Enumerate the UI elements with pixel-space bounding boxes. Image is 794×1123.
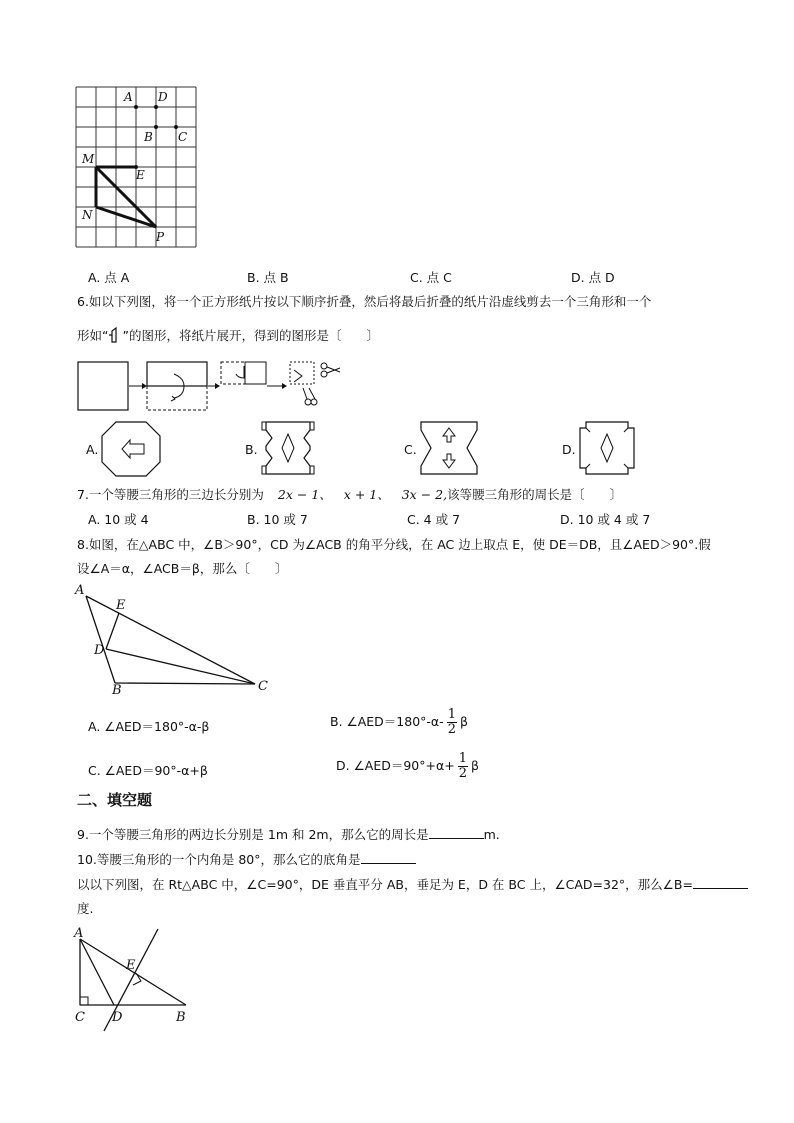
q11-answer-blank[interactable] bbox=[693, 887, 748, 889]
q10-answer-blank[interactable] bbox=[361, 862, 416, 864]
q7-option-a[interactable]: A. 10 或 4 bbox=[88, 512, 149, 527]
frac-numerator: 1 bbox=[458, 751, 467, 766]
frac-numerator: 1 bbox=[447, 707, 456, 722]
q6-line2-post: ”的图形，将纸片展开，得到的图形是〔 〕 bbox=[122, 328, 379, 343]
q8-label-e: E bbox=[116, 598, 126, 613]
q8-label-a: A bbox=[75, 583, 85, 598]
q9-pre: 9.一个等腰三角形的两边长分别是 1m 和 2m，那么它的周长是 bbox=[77, 827, 429, 842]
q6-option-c-figure bbox=[417, 418, 481, 478]
q6-option-b-figure bbox=[258, 418, 318, 478]
q6-option-b[interactable]: B. bbox=[245, 442, 258, 457]
q8-label-b: B bbox=[112, 683, 122, 698]
q6-option-d[interactable]: D. bbox=[562, 442, 576, 457]
q8-option-b[interactable] bbox=[330, 708, 468, 737]
q8-option-d-text: D. ∠AED＝90°+α+ bbox=[336, 758, 455, 773]
grid-label-a: A bbox=[124, 90, 133, 104]
q11-line2: 度. bbox=[77, 901, 94, 916]
q8-option-d[interactable] bbox=[336, 752, 479, 781]
q5-option-a[interactable]: A. 点 A bbox=[88, 270, 130, 285]
q9-post: m. bbox=[483, 827, 500, 842]
q8-option-c[interactable]: C. ∠AED＝90°-α+β bbox=[88, 763, 208, 778]
q11-label-e: E bbox=[126, 958, 136, 973]
q5-option-c[interactable]: C. 点 C bbox=[410, 270, 452, 285]
q11-label-a: A bbox=[74, 926, 84, 941]
q9-answer-blank[interactable] bbox=[429, 837, 484, 839]
q8-option-b-fraction bbox=[447, 708, 457, 737]
q6-line2 bbox=[77, 326, 379, 344]
q6-option-c[interactable]: C. bbox=[404, 442, 417, 457]
q7-expr-3: 3x − 2, bbox=[401, 487, 448, 502]
right-triangle-figure bbox=[72, 925, 192, 1035]
q9-text bbox=[77, 825, 500, 843]
q10-text bbox=[77, 850, 416, 868]
q7-expr-1: 2x − 1、 bbox=[277, 487, 332, 502]
q11-label-d: D bbox=[112, 1010, 123, 1025]
q11-label-c: C bbox=[75, 1010, 85, 1025]
q7-stem bbox=[77, 485, 622, 503]
grid-label-m: M bbox=[82, 152, 95, 166]
q8-option-b-beta: β bbox=[459, 714, 468, 729]
q11-line1: 以以下列图，在 Rt△ABC 中，∠C=90°，DE 垂直平分 AB，垂足为 E，D 在 BC 上，∠CAD=32°，那么∠B= bbox=[77, 877, 693, 892]
triangle-abc-figure bbox=[72, 582, 282, 698]
frac-denominator: 2 bbox=[447, 722, 456, 737]
folding-sequence-figure bbox=[76, 356, 346, 412]
q10-stem: 10.等腰三角形的一个内角是 80°，那么它的底角是 bbox=[77, 852, 361, 867]
q6-option-a[interactable]: A. bbox=[86, 442, 99, 457]
q8-option-b-text: B. ∠AED＝180°-α- bbox=[330, 714, 444, 729]
grid-label-d: D bbox=[158, 90, 168, 104]
q8-option-a[interactable]: A. ∠AED＝180°-α-β bbox=[88, 719, 210, 734]
grid-label-b: B bbox=[144, 130, 153, 144]
grid-figure bbox=[74, 86, 198, 250]
q8-label-d: D bbox=[94, 643, 105, 658]
grid-label-e: E bbox=[136, 168, 145, 182]
q7-option-b[interactable]: B. 10 或 7 bbox=[247, 512, 308, 527]
cut-shape-icon bbox=[108, 327, 122, 343]
q8-label-c: C bbox=[258, 679, 268, 694]
q6-line2-pre: 形如“ bbox=[77, 328, 109, 343]
q11-label-b: B bbox=[176, 1010, 186, 1025]
q6-option-d-figure bbox=[576, 418, 638, 478]
frac-denominator: 2 bbox=[458, 766, 467, 781]
q7-prefix: 7.一个等腰三角形的三边长分别为 bbox=[77, 487, 264, 502]
q7-option-c[interactable]: C. 4 或 7 bbox=[407, 512, 461, 527]
q6-line1: 6.如以下列图，将一个正方形纸片按以下顺序折叠，然后将最后折叠的纸片沿虚线剪去一个三角形和一个 bbox=[77, 294, 652, 309]
q7-expr-2: x + 1、 bbox=[343, 487, 390, 502]
q5-option-d[interactable]: D. 点 D bbox=[571, 270, 615, 285]
q8-line2: 设∠A＝α，∠ACB＝β，那么〔 〕 bbox=[77, 561, 288, 576]
section-title: 二、填空题 bbox=[77, 791, 153, 809]
grid-label-n: N bbox=[82, 208, 93, 222]
q8-line1: 8.如图，在△ABC 中，∠B＞90°，CD 为∠ACB 的角平分线，在 AC 边上取点 E，使 DE＝DB，且∠AED＞90°.假 bbox=[77, 537, 711, 552]
q5-option-b[interactable]: B. 点 B bbox=[247, 270, 289, 285]
q6-option-a-figure bbox=[100, 420, 162, 478]
grid-label-p: P bbox=[156, 230, 165, 244]
q8-option-d-beta: β bbox=[470, 758, 479, 773]
q8-option-d-fraction bbox=[458, 752, 468, 781]
grid-label-c: C bbox=[178, 130, 188, 144]
q7-suffix: 该等腰三角形的周长是〔 〕 bbox=[447, 487, 623, 502]
q11-text bbox=[77, 875, 748, 893]
q7-option-d[interactable]: D. 10 或 4 或 7 bbox=[560, 512, 651, 527]
